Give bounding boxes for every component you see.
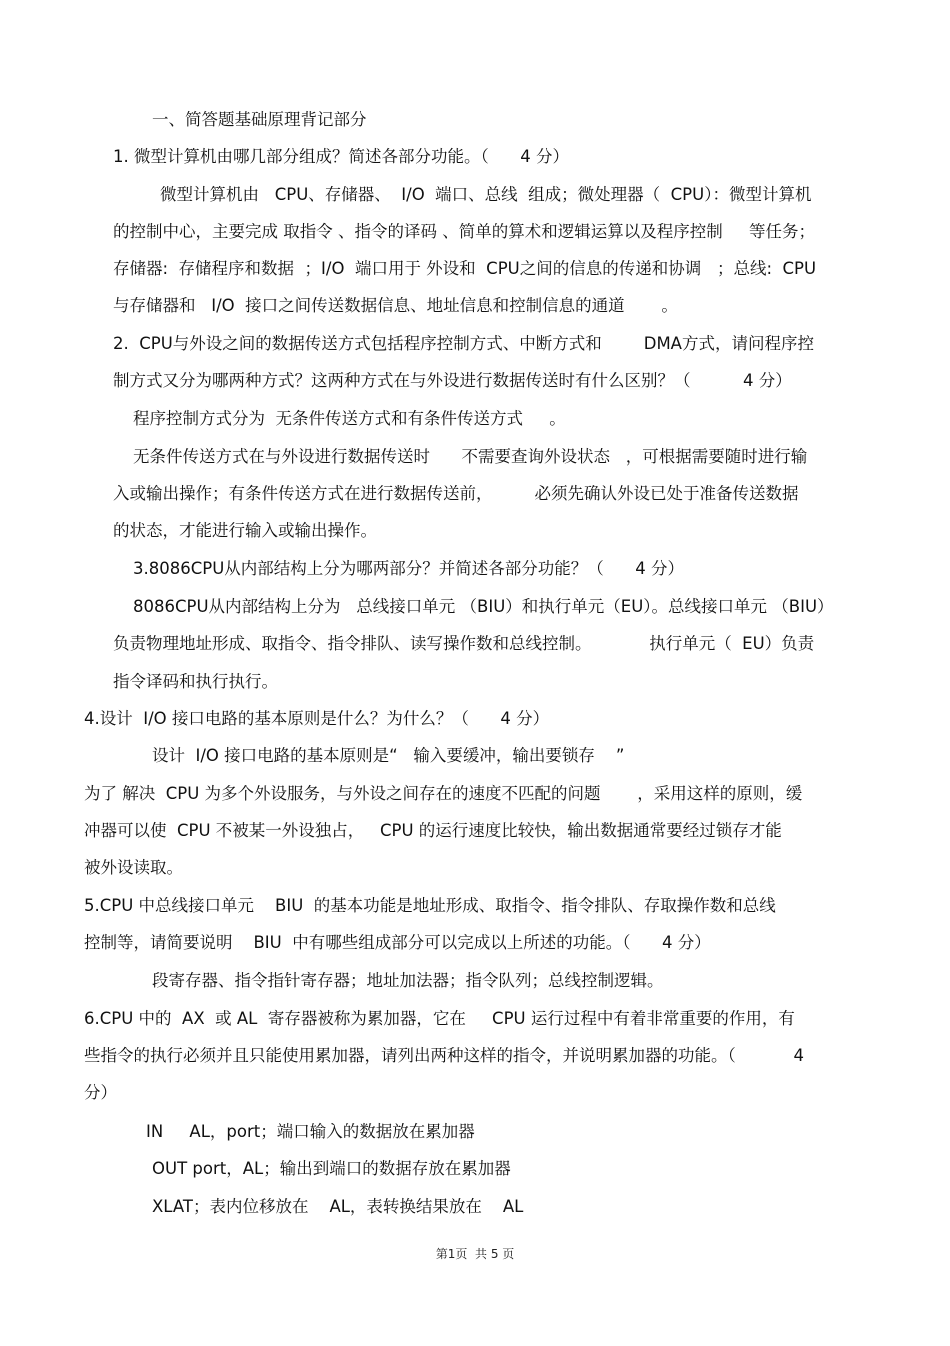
answer-2-line-4: 的状态，才能进行输入或输出操作。 [113,521,377,540]
question-2-line-2: 制方式又分为哪两种方式？这两种方式在与外设进行数据传送时有什么区别？（ 4 分） [113,371,792,390]
question-5-line-1: 5.CPU 中总线接口单元 BIU 的基本功能是地址形成、取指令、指令排队、存取操作数和总线 [84,896,776,915]
answer-2-line-2: 无条件传送方式在与外设进行数据传送时 不需要查询外设状态 ，可根据需要随时进行输 [133,447,808,466]
answer-6-instruction-out: OUT port，AL；输出到端口的数据存放在累加器 [152,1159,511,1178]
question-4: 4.设计 I/O 接口电路的基本原则是什么？为什么？（ 4 分） [84,709,550,728]
answer-3-line-2: 负责物理地址形成、取指令、指令排队、读写操作数和总线控制。 执行单元（ EU）负责 [113,634,815,653]
section-heading: 一、简答题基础原理背记部分 [152,110,367,129]
question-5-line-2: 控制等，请简要说明 BIU 中有哪些组成部分可以完成以上所述的功能。（ 4 分） [84,933,711,952]
answer-2-line-1: 程序控制方式分为 无条件传送方式和有条件传送方式 。 [133,409,566,428]
answer-6-instruction-in: IN AL，port；端口输入的数据放在累加器 [146,1122,475,1141]
answer-1-line-1: 微型计算机由 CPU、存储器、 I/O 端口、总线 组成；微处理器（ CPU）：微型计算机 [160,185,812,204]
answer-3-line-1: 8086CPU从内部结构上分为 总线接口单元 （BIU）和执行单元（EU）。总线接口单元 （BIU） [133,597,834,616]
question-1: 1. 微型计算机由哪几部分组成？简述各部分功能。（ 4 分） [113,147,569,166]
answer-4-line-2: 为了 解决 CPU 为多个外设服务，与外设之间存在的速度不匹配的问题 ，采用这样的原则，缓 [84,784,803,803]
answer-4-line-3: 冲器可以使 CPU 不被某一外设独占， CPU 的运行速度比较快，输出数据通常要经过锁存才能 [84,821,782,840]
question-6-line-1: 6.CPU 中的 AX 或 AL 寄存器被称为累加器，它在 CPU 运行过程中有着非常重要的作用，有 [84,1009,795,1028]
answer-6-instruction-xlat: XLAT；表内位移放在 AL，表转换结果放在 AL [152,1197,524,1216]
answer-5: 段寄存器、指令指针寄存器；地址加法器；指令队列；总线控制逻辑。 [152,971,664,990]
question-3: 3.8086CPU从内部结构上分为哪两部分？并简述各部分功能？（ 4 分） [133,559,684,578]
answer-1-line-2: 的控制中心，主要完成 取指令 、指令的译码 、简单的算术和逻辑运算以及程序控制 等任务； [113,222,815,241]
answer-4-line-4: 被外设读取。 [84,858,183,877]
answer-2-line-3: 入或输出操作；有条件传送方式在进行数据传送前， 必须先确认外设已处于准备传送数据 [113,484,799,503]
answer-4-line-1: 设计 I/O 接口电路的基本原则是“ 输入要缓冲，输出要锁存 ” [152,746,625,765]
answer-3-line-3: 指令译码和执行执行。 [113,672,278,691]
question-2-line-1: 2. CPU与外设之间的数据传送方式包括程序控制方式、中断方式和 DMA方式，请问程序控 [113,334,814,353]
answer-1-line-3: 存储器: 存储程序和数据 ；I/O 端口用于 外设和 CPU之间的信息的传递和协调 ；总线: CPU [113,259,817,278]
page-footer: 第1页 共 5 页 [435,1247,515,1261]
question-6-line-3: 分） [84,1083,117,1102]
answer-1-line-4: 与存储器和 I/O 接口之间传送数据信息、地址信息和控制信息的通道 。 [113,296,678,315]
question-6-line-2: 些指令的执行必须并且只能使用累加器，请列出两种这样的指令，并说明累加器的功能。（ 4 [84,1046,804,1065]
